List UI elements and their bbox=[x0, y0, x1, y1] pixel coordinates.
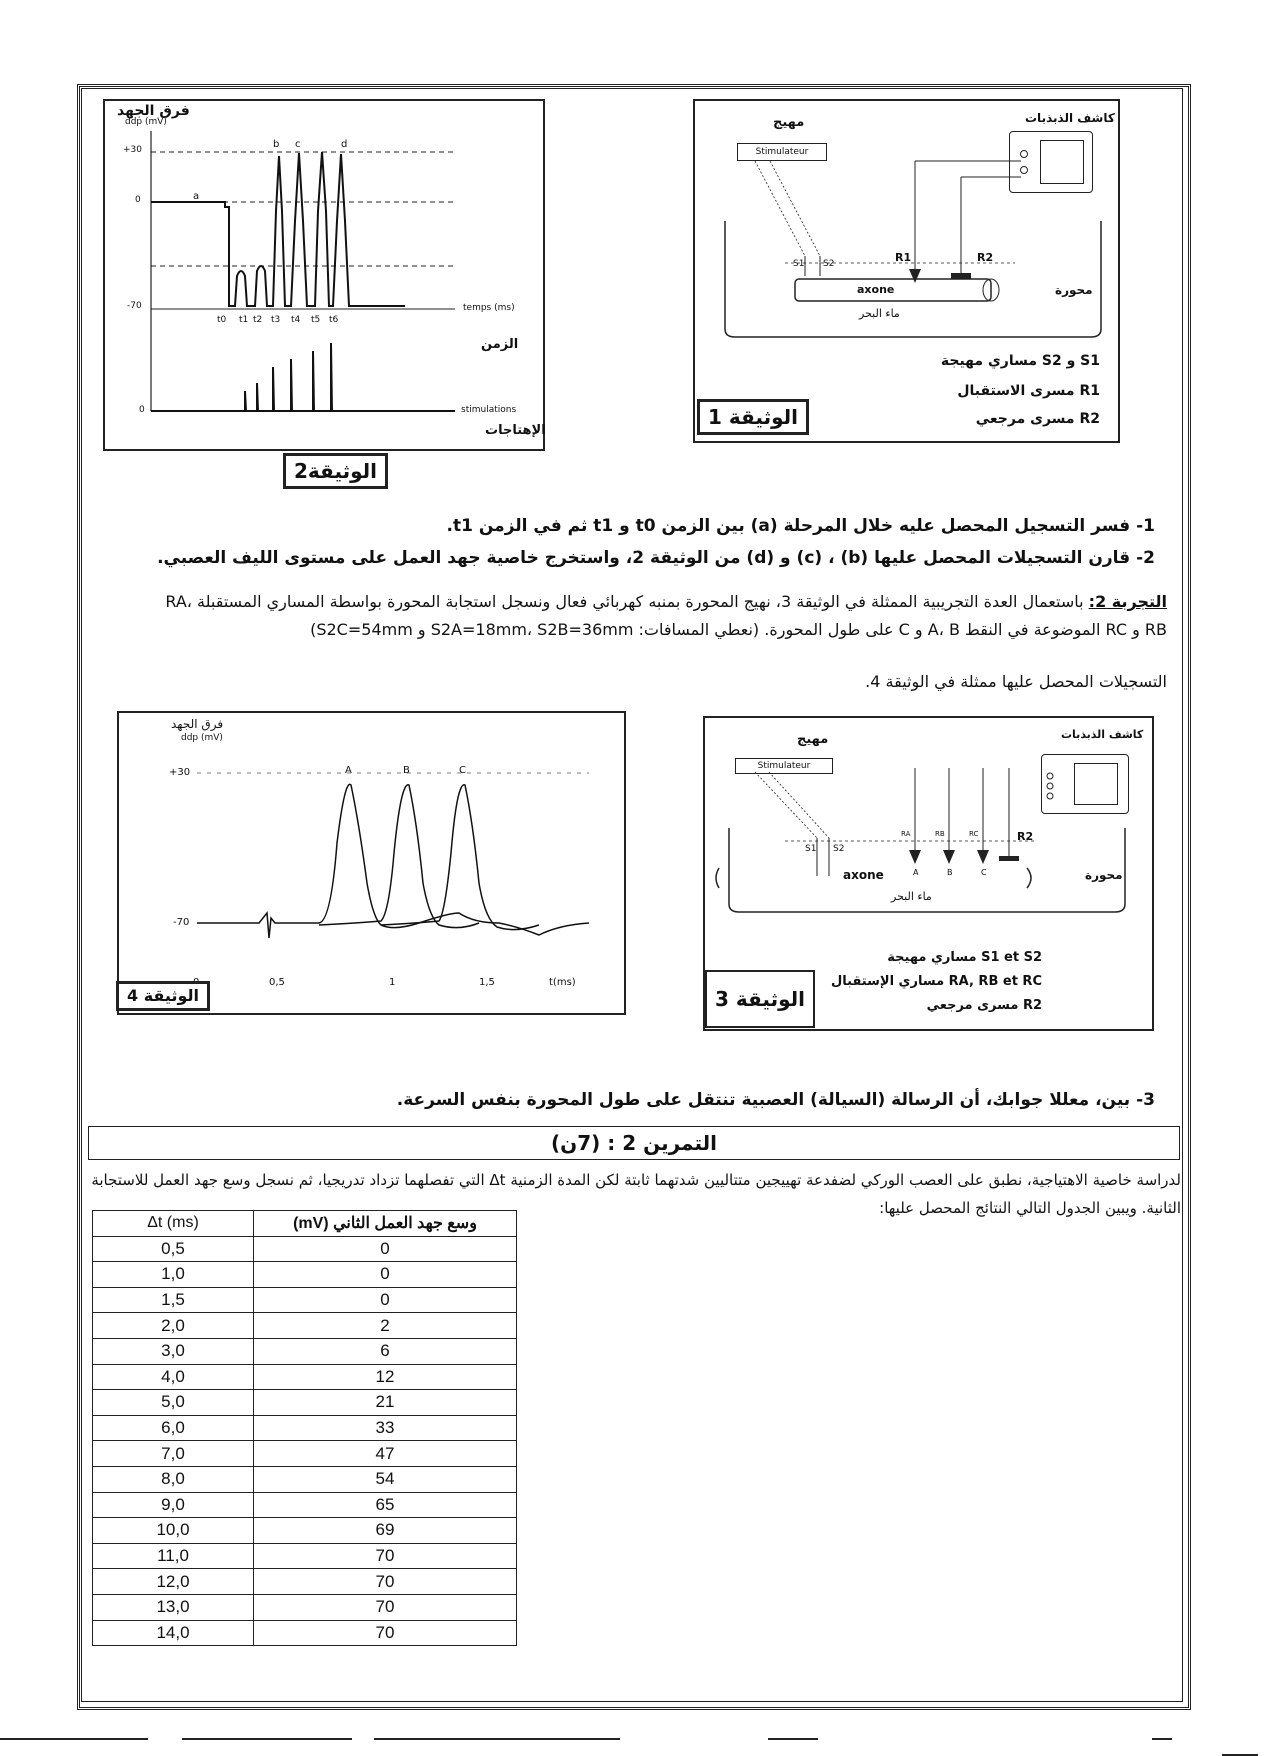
doc2-time-t4: t4 bbox=[291, 315, 301, 325]
cell-amplitude: 69 bbox=[254, 1518, 517, 1544]
doc2-xunit: temps (ms) bbox=[463, 303, 515, 313]
results-table bbox=[92, 1210, 517, 1646]
question-2: 2- قارن التسجيلات المحصل عليها (b) ، (c) و (d) من الوثيقة 2، واستخرج خاصية جهد العمل على مستوى الليف العصبي. bbox=[157, 548, 1155, 568]
doc3-point-A: A bbox=[913, 868, 919, 877]
cell-amplitude: 0 bbox=[254, 1262, 517, 1288]
cell-amplitude: 2 bbox=[254, 1313, 517, 1339]
doc3-axon-ar: محورة bbox=[1085, 868, 1123, 882]
cell-dt: 7,0 bbox=[93, 1441, 254, 1467]
cell-amplitude: 21 bbox=[254, 1390, 517, 1416]
footer-line bbox=[374, 1738, 620, 1740]
cell-dt: 5,0 bbox=[93, 1390, 254, 1416]
doc1-detector: كاشف الذبذبات bbox=[1025, 111, 1115, 125]
doc2-label-a: a bbox=[193, 191, 200, 202]
cell-amplitude: 54 bbox=[254, 1466, 517, 1492]
doc4-peak-B: B bbox=[403, 765, 410, 776]
doc2-stim-label: stimulations bbox=[461, 405, 517, 415]
doc4-peak-C: C bbox=[459, 765, 466, 776]
doc4-ytick-minus70: -70 bbox=[173, 917, 190, 928]
doc2-time-t1: t1 bbox=[239, 315, 249, 325]
doc2-yunit: ddp (mV) bbox=[125, 117, 167, 127]
experiment-2-body: باستعمال العدة التجريبية الممثلة في الوثيقة 3، نهيج المحورة بمنبه كهربائي فعال ونسجل استجابة المحورة بواسطة المساري المستقبلة RA، RB و RC الموضوعة في النقط A، B و C على طول المحورة. (نعطي المسافات: S2A=18mm، S2B=36mm و S2C=54mm) bbox=[165, 592, 1167, 639]
doc4-ytick-plus30: +30 bbox=[169, 767, 191, 778]
cell-amplitude: 70 bbox=[254, 1620, 517, 1646]
doc1-legend-s1s2: S1 و S2 مساري مهيجة bbox=[940, 353, 1100, 369]
doc2-peak-d: d bbox=[341, 139, 348, 150]
doc4-ylabel: فرق الجهد bbox=[171, 717, 224, 731]
doc4-label: الوثيقة 4 bbox=[116, 981, 210, 1011]
doc3-rc: RC bbox=[969, 830, 979, 838]
cell-dt: 2,0 bbox=[93, 1313, 254, 1339]
cell-dt: 4,0 bbox=[93, 1364, 254, 1390]
table-row bbox=[93, 1620, 517, 1646]
doc3-detector: كاشف الذبذبات bbox=[1061, 728, 1144, 741]
doc3-rb: RB bbox=[935, 830, 945, 838]
doc4-xtick-0-5: 0,5 bbox=[269, 977, 285, 988]
doc3-r2: R2 bbox=[1017, 830, 1034, 843]
doc2-time-t5: t5 bbox=[311, 315, 321, 325]
doc4-xtick-1: 1 bbox=[389, 977, 396, 988]
doc3-s2: S2 bbox=[833, 844, 845, 854]
table-row bbox=[93, 1262, 517, 1288]
cell-dt: 12,0 bbox=[93, 1569, 254, 1595]
footer-line bbox=[182, 1738, 352, 1740]
cell-amplitude: 33 bbox=[254, 1415, 517, 1441]
doc3-axone: axone bbox=[843, 868, 884, 882]
cell-amplitude: 6 bbox=[254, 1338, 517, 1364]
table-row bbox=[93, 1338, 517, 1364]
table-header-row bbox=[93, 1211, 517, 1237]
doc1-label: الوثيقة 1 bbox=[697, 399, 809, 435]
doc3-stimulator-ar: مهيج bbox=[797, 732, 829, 747]
cell-dt: 9,0 bbox=[93, 1492, 254, 1518]
cell-dt: 1,0 bbox=[93, 1262, 254, 1288]
doc3-label: الوثيقة 3 bbox=[705, 970, 815, 1028]
doc2-time-t0: t0 bbox=[217, 315, 227, 325]
table-row bbox=[93, 1492, 517, 1518]
footer-line bbox=[1152, 1738, 1172, 1740]
doc2-time-t2: t2 bbox=[253, 315, 263, 325]
table-row bbox=[93, 1415, 517, 1441]
cell-amplitude: 0 bbox=[254, 1236, 517, 1262]
doc1-axon-ar: محورة bbox=[1055, 283, 1093, 297]
doc3-point-C: C bbox=[981, 868, 987, 877]
doc3-legend-s1s2: S1 et S2 مساري مهيجة bbox=[887, 950, 1042, 965]
doc4-yunit: ddp (mV) bbox=[181, 733, 223, 743]
column-header-amplitude: وسع جهد العمل الثاني (mV) bbox=[254, 1211, 517, 1237]
doc1-seawater: ماء البحر bbox=[859, 307, 900, 320]
doc2-ytick-minus70: -70 bbox=[127, 301, 142, 311]
table-row bbox=[93, 1364, 517, 1390]
cell-amplitude: 0 bbox=[254, 1287, 517, 1313]
table-row bbox=[93, 1543, 517, 1569]
doc1-s1: S1 bbox=[793, 259, 805, 269]
table-row bbox=[93, 1313, 517, 1339]
doc2-time-t3: t3 bbox=[271, 315, 281, 325]
table-row bbox=[93, 1441, 517, 1467]
cell-dt: 0,5 bbox=[93, 1236, 254, 1262]
doc1-legend-r2: R2 مسرى مرجعي bbox=[975, 411, 1100, 427]
cell-amplitude: 70 bbox=[254, 1569, 517, 1595]
table-row bbox=[93, 1569, 517, 1595]
footer-line bbox=[768, 1738, 818, 1740]
cell-dt: 3,0 bbox=[93, 1338, 254, 1364]
cell-dt: 13,0 bbox=[93, 1594, 254, 1620]
doc3-s1: S1 bbox=[805, 844, 817, 854]
doc2-time-t6: t6 bbox=[329, 315, 339, 325]
question-1: 1- فسر التسجيل المحصل عليه خلال المرحلة (a) بين الزمن t0 و t1 ثم في الزمن t1. bbox=[446, 516, 1155, 536]
doc3-stimulator-box: Stimulateur bbox=[735, 758, 833, 774]
doc3-legend-receivers: RA, RB et RC مساري الإستقبال bbox=[830, 974, 1042, 989]
doc2-peak-b: b bbox=[273, 139, 280, 150]
doc2-figure bbox=[103, 99, 545, 451]
experiment-2-title: التجربة 2: bbox=[1088, 592, 1167, 611]
doc1-stimulator-ar: مهيج bbox=[773, 115, 805, 130]
doc1-axone: axone bbox=[857, 283, 895, 296]
doc2-ytick-plus30: +30 bbox=[123, 145, 142, 155]
cell-dt: 10,0 bbox=[93, 1518, 254, 1544]
doc2-graph bbox=[105, 101, 543, 449]
footer-line bbox=[0, 1738, 148, 1740]
doc2-ytick-0: 0 bbox=[135, 195, 141, 205]
doc1-s2: S2 bbox=[823, 259, 835, 269]
cell-dt: 6,0 bbox=[93, 1415, 254, 1441]
column-header-dt: Δt (ms) bbox=[93, 1211, 254, 1237]
doc4-peak-A: A bbox=[345, 765, 352, 776]
doc2-peak-c: c bbox=[295, 139, 301, 150]
doc4-graph bbox=[119, 713, 624, 1013]
table-row bbox=[93, 1390, 517, 1416]
cell-amplitude: 65 bbox=[254, 1492, 517, 1518]
cell-amplitude: 70 bbox=[254, 1594, 517, 1620]
doc4-figure bbox=[117, 711, 626, 1015]
doc4-xunit: t(ms) bbox=[549, 977, 576, 988]
doc2-label: الوثيقة2 bbox=[283, 453, 388, 489]
doc1-r1: R1 bbox=[895, 251, 912, 264]
cell-dt: 1,5 bbox=[93, 1287, 254, 1313]
table-row bbox=[93, 1594, 517, 1620]
doc1-legend-r1: R1 مسرى الاستقبال bbox=[957, 383, 1100, 399]
doc3-point-B: B bbox=[947, 868, 953, 877]
doc3-legend-r2: R2 مسرى مرجعي bbox=[926, 998, 1042, 1013]
doc1-r2: R2 bbox=[977, 251, 994, 264]
cell-dt: 14,0 bbox=[93, 1620, 254, 1646]
doc2-ylabel: فرق الجهد bbox=[117, 103, 190, 119]
exercise-2-text: لدراسة خاصية الاهتياجية، نطبق على العصب الوركي لضفدعة تهييجين متتاليين شدتهما ثابتة لكن المدة الزمنية Δt التي تفصلهما تزداد تدريجيا، ثم نسجل وسع جهد العمل للاستجابة الثانية. ويبين الجدول التالي النتائج المحصل عليها: bbox=[91, 1171, 1181, 1217]
doc2-stim-zero: 0 bbox=[139, 405, 145, 415]
doc3-figure bbox=[703, 716, 1154, 1031]
table-row bbox=[93, 1518, 517, 1544]
cell-dt: 8,0 bbox=[93, 1466, 254, 1492]
doc4-xtick-1-5: 1,5 bbox=[479, 977, 495, 988]
doc3-ra: RA bbox=[901, 830, 911, 838]
cell-amplitude: 70 bbox=[254, 1543, 517, 1569]
doc1-stimulator-box: Stimulateur bbox=[737, 143, 827, 161]
doc3-seawater: ماء البحر bbox=[891, 890, 932, 903]
table-body bbox=[93, 1236, 517, 1646]
experiment-2-text bbox=[157, 588, 1167, 644]
doc2-stim-ar: الإهتاجات bbox=[485, 423, 546, 438]
table-row bbox=[93, 1236, 517, 1262]
exercise-2-title: التمرين 2 : (7ن) bbox=[88, 1126, 1180, 1160]
table-row bbox=[93, 1287, 517, 1313]
question-3: 3- بين، معللا جوابك، أن الرسالة (السيالة) العصبية تنتقل على طول المحورة بنفس السرعة. bbox=[396, 1090, 1155, 1110]
doc2-time-ar: الزمن bbox=[481, 337, 519, 352]
table-row bbox=[93, 1466, 517, 1492]
cell-dt: 11,0 bbox=[93, 1543, 254, 1569]
cell-amplitude: 47 bbox=[254, 1441, 517, 1467]
experiment-2-line2: التسجيلات المحصل عليها ممثلة في الوثيقة 4. bbox=[865, 672, 1167, 691]
cell-amplitude: 12 bbox=[254, 1364, 517, 1390]
doc1-figure bbox=[693, 99, 1120, 443]
